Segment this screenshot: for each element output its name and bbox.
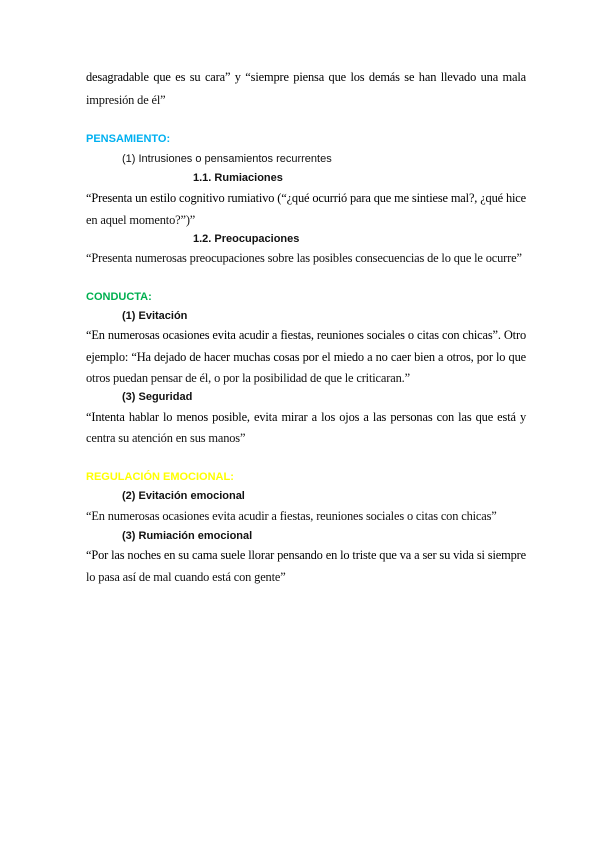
section-heading-regulacion: REGULACIÓN EMOCIONAL: — [86, 471, 234, 483]
conducta-evitacion-line-1: “En numerosas ocasiones evita acudir a fiestas, reuniones sociales o citas con chicas”. Otro — [86, 328, 526, 342]
intro-line-1: desagradable que es su cara” y “siempre piensa que los demás se han llevado una mala — [86, 70, 526, 84]
section-heading-conducta: CONDUCTA: — [86, 291, 152, 303]
pensamiento-subheading: (1) Intrusiones o pensamientos recurrentes — [122, 153, 332, 165]
section-heading-pensamiento: PENSAMIENTO: — [86, 133, 171, 145]
conducta-seguridad-line-1: “Intenta hablar lo menos posible, evita mirar a los ojos a las personas con las que está y — [86, 410, 526, 424]
rumiaciones-title: 1.1. Rumiaciones — [193, 172, 283, 184]
preocupaciones-line-1: “Presenta numerosas preocupaciones sobre las posibles consecuencias de lo que le ocurre” — [86, 251, 522, 265]
conducta-evitacion-line-2: ejemplo: “Ha dejado de hacer muchas cosas por el miedo a no caer bien a otros, por lo que — [86, 350, 526, 364]
regulacion-evitacion-title: (2) Evitación emocional — [122, 490, 245, 502]
conducta-evitacion-title: (1) Evitación — [122, 310, 188, 322]
regulacion-evitacion-line-1: “En numerosas ocasiones evita acudir a fiestas, reuniones sociales o citas con chicas” — [86, 509, 497, 523]
regulacion-rumiacion-line-1: “Por las noches en su cama suele llorar pensando en lo triste que va a ser su vida si siempre — [86, 548, 526, 562]
rumiaciones-line-2: en aquel momento?”)” — [86, 213, 196, 227]
regulacion-rumiacion-line-2: lo pasa así de mal cuando está con gente” — [86, 570, 286, 584]
regulacion-rumiacion-title: (3) Rumiación emocional — [122, 530, 253, 542]
conducta-seguridad-title: (3) Seguridad — [122, 391, 193, 403]
conducta-seguridad-line-2: centra su atención en sus manos” — [86, 431, 246, 445]
conducta-evitacion-line-3: otros puedan pensar de él, o por la posibilidad de que le criticaran.” — [86, 371, 410, 385]
preocupaciones-title: 1.2. Preocupaciones — [193, 233, 300, 245]
rumiaciones-line-1: “Presenta un estilo cognitivo rumiativo (“¿qué ocurrió para que me sintiese mal?, ¿qué hice — [86, 191, 526, 205]
intro-line-2: impresión de él” — [86, 93, 166, 107]
